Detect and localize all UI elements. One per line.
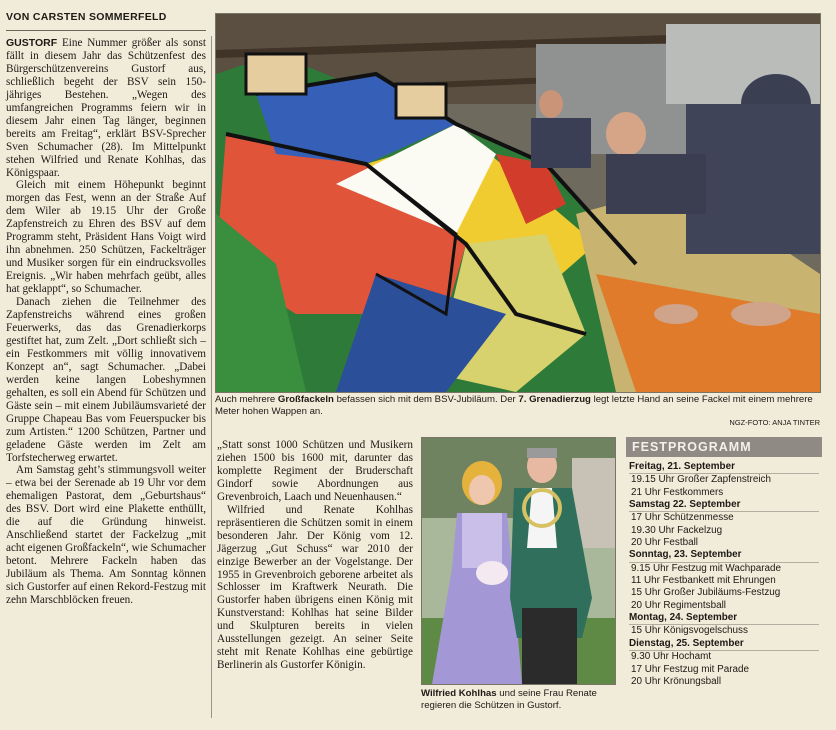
article-column-2	[217, 439, 413, 719]
program-event: 9.15 Uhr Festzug mit Wachparade	[631, 562, 782, 574]
article-column-1	[6, 37, 206, 719]
photo-royal-couple	[421, 437, 616, 685]
program-event: 15 Uhr Königsvogelschuss	[631, 625, 748, 637]
article-paragraph: Wilfried und Renate Kohlhas repräsentieren die Schützen somit in einem besonderen Jahr. Der König vom 12. Jägerzug „Gut Schuss“ war 2010 der einzige Bewerber an der Vogelstange. Der 1955 in Grevenbroich geborene arbeitet als Schlosser im Kraftwerk Neurath. Die Gustorfer haben übrigens einen König mit Kunstverstand: Kohlhas hat seine Bilder und Skulpturen bereits in vielen Ausstellungen gezeigt. An seiner Seite steht mit Renate Kohlhas eine gebürtige Berlinerin als Gustorfer Königin.	[217, 503, 413, 672]
dateline: GUSTORF	[6, 37, 58, 49]
photo-torch-painting	[215, 13, 821, 393]
byline: VON CARSTEN SOMMERFELD	[6, 4, 206, 31]
festprogramm-box	[626, 437, 822, 705]
program-event: 17 Uhr Festzug mit Parade	[631, 663, 750, 675]
article-paragraph: Am Samstag geht’s stimmungsvoll weiter – etwa bei der Serenade ab 19 Uhr vor dem ehemaligen Pastorat, dem „Geburtshaus“ des BSV. Dort wird eine Plakette enthüllt, die auf die Gründung hinweist. Anschließend startet der Fackelzug „mit acht eigenen Großfackeln“, wie Schumacher betont. Mehrere Fackeln haben das Jubiläum als Thema. Am Sonntag können sich Gustorfer auf einen Rekord-Festzug mit zehn Marschblöcken freuen.	[6, 464, 206, 606]
program-event: 19.30 Uhr Fackelzug	[631, 524, 723, 536]
program-event: 20 Uhr Regimentsball	[631, 599, 726, 611]
photo-credit: NGZ-FOTO: ANJA TINTER	[729, 418, 820, 427]
program-day: Montag, 24. September	[629, 612, 819, 625]
program-event: 17 Uhr Schützenmesse	[631, 512, 734, 524]
program-event: 11 Uhr Festbankett mit Ehrungen	[631, 575, 776, 587]
program-day: Sonntag, 23. September	[629, 549, 819, 562]
photo-caption-couple: Wilfried Kohlhas und seine Frau Renate regieren die Schützen in Gustorf.	[421, 688, 597, 711]
program-event: 15 Uhr Großer Jubiläums-Festzug	[631, 587, 781, 599]
program-event: 19.15 Uhr Großer Zapfenstreich	[631, 474, 771, 486]
article-paragraph: Gleich mit einem Höhepunkt beginnt morgen das Fest, wenn an der Straße Auf dem Wiler ab 19.15 Uhr der Große Zapfenstreich zu Ehren des BSV auf dem Programm steht, Präsident Hans Voigt wird ihn abnehmen. 250 Schützen, Fackelträger und Musiker sorgen für ein eindrucksvolles Ereignis. „Wir haben mehrfach geübt, alles hat geklappt“, so Schumacher.	[6, 179, 206, 296]
festprogramm-title: FESTPROGRAMM	[626, 437, 822, 457]
program-day: Samstag 22. September	[629, 499, 819, 512]
program-event: 20 Uhr Krönungsball	[631, 675, 722, 687]
program-day: Freitag, 21. September	[629, 461, 819, 474]
article-paragraph: GUSTORF Eine Nummer größer als sonst fällt in diesem Jahr das Schützenfest des Bürgerschützenvereins Gustorf aus, schließlich begeht der BSV sein 150-jähriges Bestehen. „Wegen des umfangreichen Programms feiern wir in diesem Jahr einen Tag länger, beginnen bereits am Freitag“, erklärt BSV-Sprecher Sven Schumacher (28). Im Mittelpunkt stehen Wilfried und Renate Kohlhas, das Königspaar.	[6, 37, 206, 179]
program-day: Dienstag, 25. September	[629, 638, 819, 651]
couple-illustration	[422, 438, 615, 684]
program-event: 21 Uhr Festkommers	[631, 486, 724, 498]
torch-scene-illustration	[216, 14, 820, 392]
program-event: 20 Uhr Festball	[631, 537, 698, 549]
festprogramm-list	[626, 457, 822, 688]
article-paragraph: „Statt sonst 1000 Schützen und Musikern ziehen 1500 bis 1600 mit, darunter das komplette Regiment der Bruderschaft Gindorf sowie Abordnungen aus Grevenbroich, Laach und Neuenhausen.“	[217, 439, 413, 503]
column-divider	[211, 36, 212, 718]
program-event: 9.30 Uhr Hochamt	[631, 651, 712, 663]
article-paragraph: Danach ziehen die Teilnehmer des Zapfenstreichs während eines großen Feuerwerks, das das Grenadierkorps gestiftet hat, zum Zelt. „Dort schließt sich – ein Festkommers mit völlig innovativem Konzept an“, sagt Schumacher. „Dabei werden keine langen Lobeshymnen gehalten, es soll ein Abend für Schützen und Gäste sein – mit einem Jubiläumsvarieté der Gruppe Chapeau Bas vom Feuerspucker bis zum Artisten.“ 1200 Schützen, Partner und geladene Gäste werden im Zelt am Torfstecherweg erwartet.	[6, 296, 206, 464]
photo-caption-top: Auch mehrere Großfackeln befassen sich mit dem BSV-Jubiläum. Der 7. Grenadierzug legt letzte Hand an seine Fackel mit einem mehrere Meter hohen Wappen an.	[215, 394, 813, 417]
